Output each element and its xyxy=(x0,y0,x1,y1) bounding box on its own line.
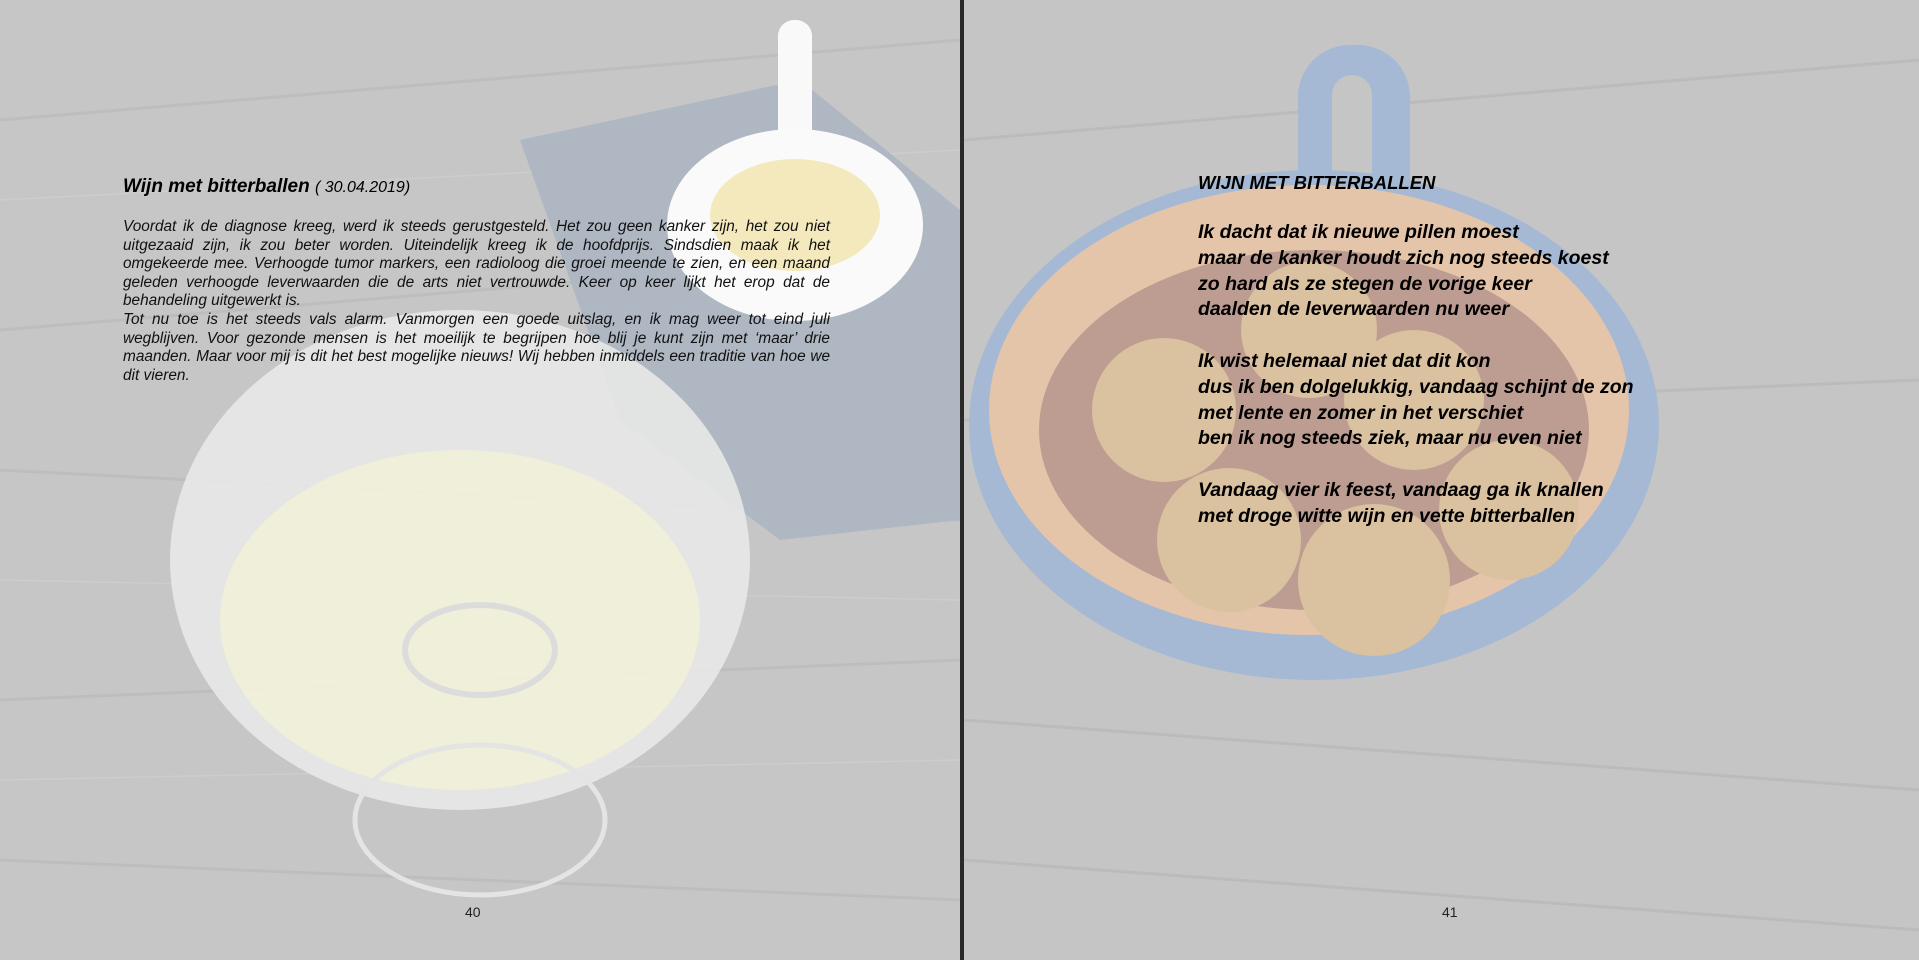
poem-line: Ik dacht dat ik nieuwe pillen moest xyxy=(1198,221,1519,243)
entry-title: Wijn met bitterballen ( 30.04.2019) xyxy=(123,176,411,197)
poem-stanza xyxy=(1198,478,1838,530)
poem-line: Vandaag vier ik feest, vandaag ga ik knallen xyxy=(1198,478,1604,501)
poem-line: dus ik ben dolgelukkig, vandaag schijnt de zon xyxy=(1198,375,1634,398)
poem-line: daalden de leverwaarden nu weer xyxy=(1198,298,1510,321)
entry-text xyxy=(123,218,830,385)
paragraph: Voordat ik de diagnose kreeg, werd ik steeds gerustgesteld. Het zou geen kanker zijn, het zou niet uitgezaaid zijn, ik zou beter worden. Uiteindelijk kreeg ik de hoofdprijs. Sindsdien maak ik het omgekeerde mee. Verhoogde tumor markers, een radioloog die groei meende te zien, en een maand geleden verhoogde leverwaarden die de arts niet vertrouwde. Keer op keer lijkt het erop dat de behandeling uitgewerkt is. xyxy=(123,218,830,310)
page-number: 40 xyxy=(465,904,481,920)
poem-line: Ik wist helemaal niet dat dit kon xyxy=(1198,349,1491,372)
poem xyxy=(1198,220,1838,555)
poem-line: met lente en zomer in het verschiet xyxy=(1198,401,1524,424)
poem-line: ben ik nog steeds ziek, maar nu even niet xyxy=(1198,427,1582,450)
poem-line: met droge witte wijn en vette bitterballen xyxy=(1198,504,1576,527)
paragraph: Tot nu toe is het steeds vals alarm. Vanmorgen een goede uitslag, en ik mag weer tot eind juli wegblijven. Voor gezonde mensen is het moeilijk te begrijpen hoe blij je kunt zijn met ‘maar’ drie maanden. Maar voor mij is dit het best mogelijke nieuws! Wij hebben inmiddels een traditie van hoe we dit vieren. xyxy=(123,310,830,384)
poem-stanza xyxy=(1198,349,1838,452)
page-number: 41 xyxy=(1442,904,1458,920)
poem-stanza xyxy=(1198,220,1838,323)
poem-title: WIJN MET BITTERBALLEN xyxy=(1198,172,1436,193)
entry-date: ( 30.04.2019) xyxy=(314,179,411,196)
poem-line: maar de kanker houdt zich nog steeds koest xyxy=(1198,246,1609,269)
right-page xyxy=(964,0,1919,960)
poem-line: zo hard als ze stegen de vorige keer xyxy=(1198,272,1532,295)
